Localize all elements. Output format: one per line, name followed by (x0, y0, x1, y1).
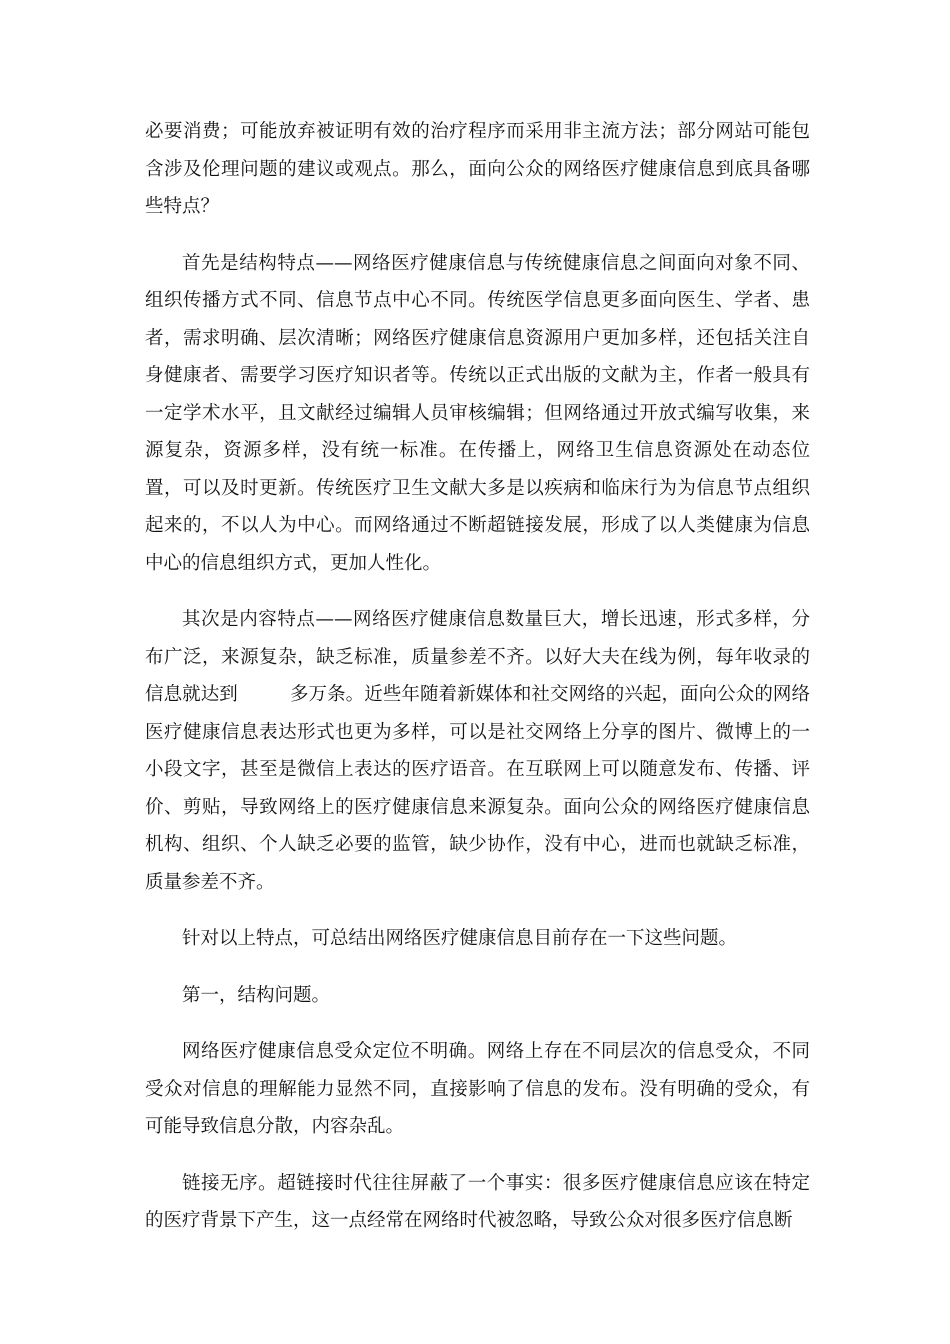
document-page (145, 113, 810, 1259)
paragraph-structure-features: 首先是结构特点——网络医疗健康信息与传统健康信息之间面向对象不同、组织传播方式不同、信息节点中心不同。传统医学信息更多面向医生、学者、患者，需求明确、层次清晰；网络医疗健康信息资源用户更加多样，还包括关注自身健康者、需要学习医疗知识者等。传统以正式出版的文献为主，作者一般具有一定学术水平，且文献经过编辑人员审核编辑；但网络通过开放式编写收集，来源复杂，资源多样，没有统一标准。在传播上，网络卫生信息资源处在动态位置，可以及时更新。传统医疗卫生文献大多是以疾病和临床行为为信息节点组织起来的，不以人为中心。而网络通过不断超链接发展，形成了以人类健康为信息中心的信息组织方式，更加人性化。 (145, 252, 810, 574)
paragraph-intro-continuation: 必要消费；可能放弃被证明有效的治疗程序而采用非主流方法；部分网站可能包含涉及伦理问题的建议或观点。那么，面向公众的网络医疗健康信息到底具备哪些特点？ (145, 121, 810, 217)
paragraph-problems-summary: 针对以上特点，可总结出网络医疗健康信息目前存在一下这些问题。 (182, 928, 738, 949)
paragraph-content-features-part2: 多万条。近些年随着新媒体和社交网络的兴起，面向公众的网络医疗健康信息表达形式也更为多样，可以是社交网络上分享的图片、微博上的一小段文字，甚至是微信上表达的医疗语音。在互联网上可以随意发布、传播、评价、剪贴，导致网络上的医疗健康信息来源复杂。面向公众的网络医疗健康信息机构、组织、个人缺乏必要的监管，缺少协作，没有中心，进而也就缺乏标准，质量参差不齐。 (145, 684, 810, 893)
paragraph-audience-positioning: 网络医疗健康信息受众定位不明确。网络上存在不同层次的信息受众，不同受众对信息的理解能力显然不同，直接影响了信息的发布。没有明确的受众，有可能导致信息分散，内容杂乱。 (145, 1041, 810, 1137)
paragraph-first-heading: 第一，结构问题。 (182, 984, 331, 1006)
paragraph-content-features (145, 601, 810, 901)
paragraph-disordered-links: 链接无序。超链接时代往往屏蔽了一个事实：很多医疗健康信息应该在特定的医疗背景下产生，这一点经常在网络时代被忽略，导致公众对很多医疗信息断 (145, 1172, 810, 1231)
paragraph-content-features-part1: 其次是内容特点——网络医疗健康信息数量巨大，增长迅速，形式多样，分布广泛，来源复杂，缺乏标准，质量参差不齐。以好大夫在线为例，每年收录的信息就达到 (145, 609, 810, 705)
